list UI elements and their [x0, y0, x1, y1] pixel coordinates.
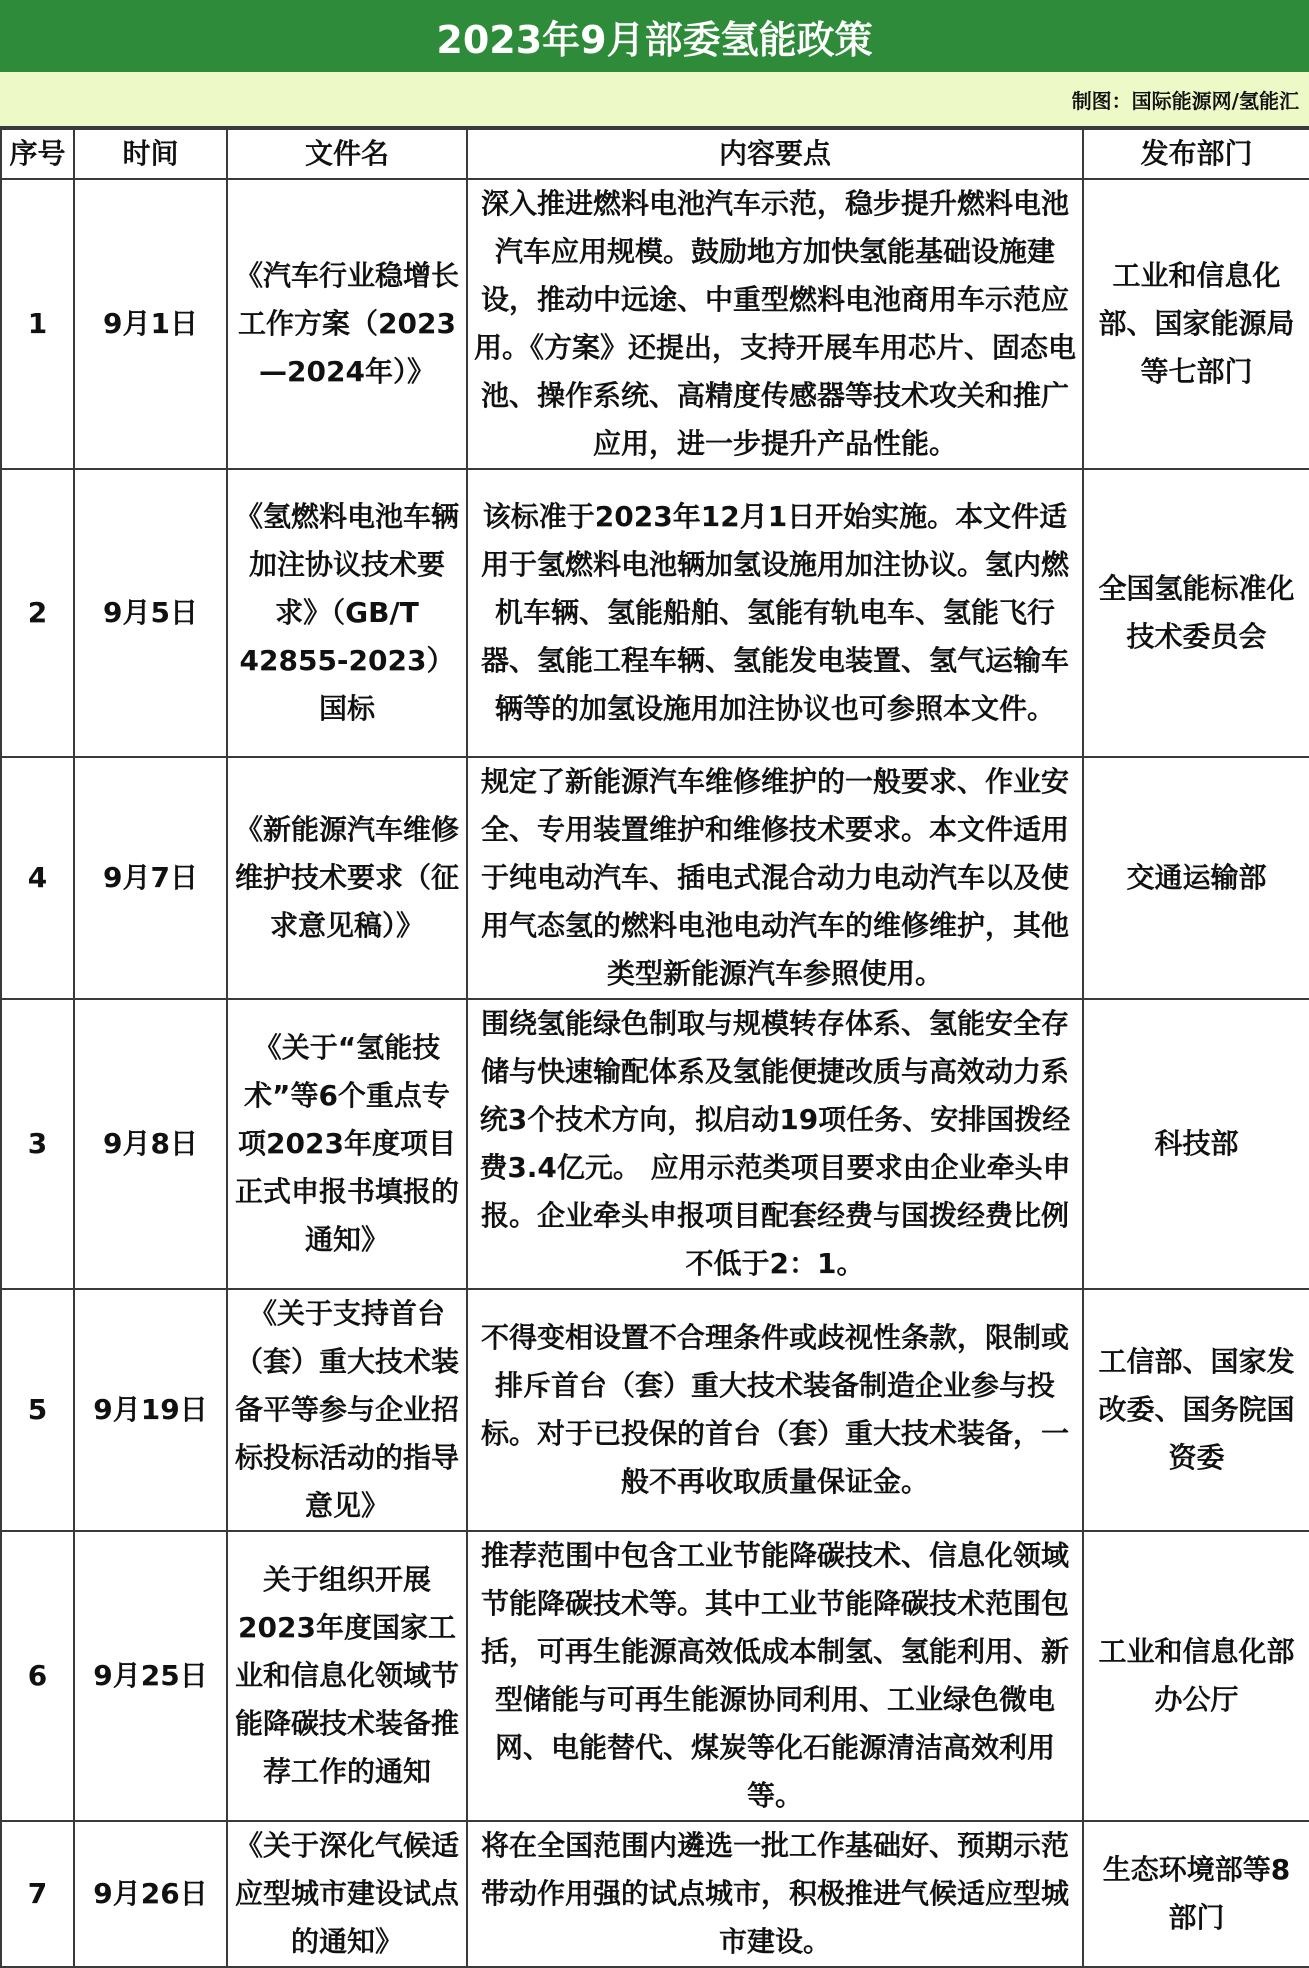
- header-content: 内容要点: [467, 129, 1083, 179]
- table-row: [1, 179, 1309, 469]
- table-row: [1, 1531, 1309, 1821]
- cell-date: 9月19日: [74, 1289, 227, 1531]
- header-dept: 发布部门: [1083, 129, 1309, 179]
- header-no: 序号: [1, 129, 74, 179]
- header-file: 文件名: [227, 129, 467, 179]
- cell-no: 2: [1, 469, 74, 757]
- cell-no: 6: [1, 1531, 74, 1821]
- credit-text: 制图：国际能源网/氢能汇: [1071, 88, 1299, 113]
- cell-content: 该标准于2023年12月1日开始实施。本文件适用于氢燃料电池辆加氢设施用加注协议。氢内燃机车辆、氢能船舶、氢能有轨电车、氢能飞行器、氢能工程车辆、氢能发电装置、氢气运输车辆等的加氢设施用加注协议也可参照本文件。: [467, 469, 1083, 757]
- cell-file: 《关于深化气候适应型城市建设试点的通知》: [227, 1821, 467, 1967]
- cell-file: 《新能源汽车维修维护技术要求（征求意见稿）》: [227, 757, 467, 999]
- cell-dept: 工业和信息化部、国家能源局等七部门: [1083, 179, 1309, 469]
- cell-no: 1: [1, 179, 74, 469]
- table-row: [1, 757, 1309, 999]
- cell-dept: 工信部、国家发改委、国务院国资委: [1083, 1289, 1309, 1531]
- cell-file: 《关于“氢能技术”等6个重点专项2023年度项目正式申报书填报的通知》: [227, 999, 467, 1289]
- cell-file: 关于组织开展2023年度国家工业和信息化领域节能降碳技术装备推荐工作的通知: [227, 1531, 467, 1821]
- table-header-row: [1, 129, 1309, 179]
- cell-date: 9月8日: [74, 999, 227, 1289]
- sheet-title: 2023年9月部委氢能政策: [0, 0, 1309, 73]
- cell-date: 9月7日: [74, 757, 227, 999]
- cell-dept: 工业和信息化部办公厅: [1083, 1531, 1309, 1821]
- credit-line: [0, 72, 1309, 128]
- cell-content: 围绕氢能绿色制取与规模转存体系、氢能安全存储与快速输配体系及氢能便捷改质与高效动力系统3个技术方向，拟启动19项任务、安排国拨经费3.4亿元。 应用示范类项目要求由企业牵头申报。企业牵头申报项目配套经费与国拨经费比例不低于2：1。: [467, 999, 1083, 1289]
- table-row: [1, 1821, 1309, 1967]
- policy-table: [0, 128, 1309, 1968]
- table-row: [1, 469, 1309, 757]
- cell-no: 4: [1, 757, 74, 999]
- cell-no: 7: [1, 1821, 74, 1967]
- cell-date: 9月1日: [74, 179, 227, 469]
- cell-dept: 科技部: [1083, 999, 1309, 1289]
- cell-date: 9月5日: [74, 469, 227, 757]
- cell-content: 深入推进燃料电池汽车示范，稳步提升燃料电池汽车应用规模。鼓励地方加快氢能基础设施建设，推动中远途、中重型燃料电池商用车示范应用。《方案》还提出，支持开展车用芯片、固态电池、操作系统、高精度传感器等技术攻关和推广应用，进一步提升产品性能。: [467, 179, 1083, 469]
- table-row: [1, 1289, 1309, 1531]
- cell-content: 推荐范围中包含工业节能降碳技术、信息化领域节能降碳技术等。其中工业节能降碳技术范围包括，可再生能源高效低成本制氢、氢能利用、新型储能与可再生能源协同利用、工业绿色微电网、电能替代、煤炭等化石能源清洁高效利用等。: [467, 1531, 1083, 1821]
- cell-content: 规定了新能源汽车维修维护的一般要求、作业安全、专用装置维护和维修技术要求。本文件适用于纯电动汽车、插电式混合动力电动汽车以及使用气态氢的燃料电池电动汽车的维修维护，其他类型新能源汽车参照使用。: [467, 757, 1083, 999]
- cell-no: 3: [1, 999, 74, 1289]
- cell-file: 《汽车行业稳增长工作方案（2023—2024年）》: [227, 179, 467, 469]
- cell-content: 不得变相设置不合理条件或歧视性条款，限制或排斥首台（套）重大技术装备制造企业参与投标。对于已投保的首台（套）重大技术装备，一般不再收取质量保证金。: [467, 1289, 1083, 1531]
- cell-no: 5: [1, 1289, 74, 1531]
- cell-dept: 生态环境部等8部门: [1083, 1821, 1309, 1967]
- cell-dept: 全国氢能标准化技术委员会: [1083, 469, 1309, 757]
- cell-file: 《氢燃料电池车辆加注协议技术要求》（GB/T 42855-2023）国标: [227, 469, 467, 757]
- table-row: [1, 999, 1309, 1289]
- cell-dept: 交通运输部: [1083, 757, 1309, 999]
- cell-date: 9月25日: [74, 1531, 227, 1821]
- cell-date: 9月26日: [74, 1821, 227, 1967]
- cell-content: 将在全国范围内遴选一批工作基础好、预期示范带动作用强的试点城市，积极推进气候适应型城市建设。: [467, 1821, 1083, 1967]
- cell-file: 《关于支持首台（套）重大技术装备平等参与企业招标投标活动的指导意见》: [227, 1289, 467, 1531]
- header-date: 时间: [74, 129, 227, 179]
